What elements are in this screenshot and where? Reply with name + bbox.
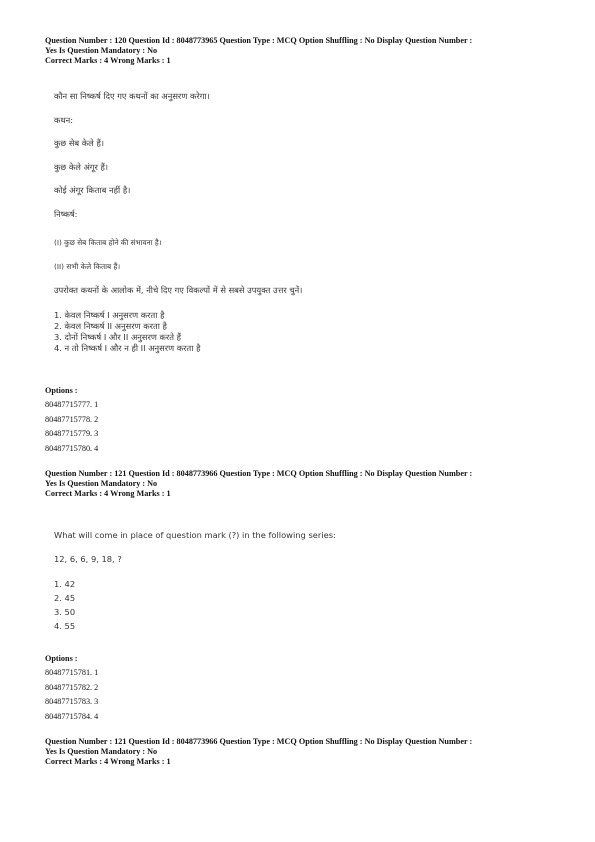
statement-2: कुछ केले अंगूर हैं। — [54, 162, 109, 172]
option-id: 80487715784. 4 — [45, 711, 99, 721]
meta-line: Yes Is Question Mandatory : No — [45, 479, 158, 489]
series-text: 12, 6, 6, 9, 18, ? — [54, 554, 122, 564]
option-id: 80487715777. 1 — [45, 400, 99, 410]
answer-item: 2. केवल निष्कर्ष II अनुसरण करता है — [54, 321, 167, 331]
options-header: Options : — [45, 386, 78, 395]
statement-3: कोई अंगूर किताब नहीं है। — [54, 185, 131, 195]
conclusions-label: निष्कर्ष: — [54, 209, 78, 219]
answer-item: 2. 45 — [54, 593, 76, 603]
question-121-metadata — [45, 737, 565, 768]
meta-line: Question Number : 120 Question Id : 8048773965 Question Type : MCQ Option Shuffling : No Display Question Number : — [45, 36, 473, 45]
question-120-metadata — [45, 36, 565, 67]
options-block — [45, 384, 98, 456]
answer-item: 1. केवल निष्कर्ष I अनुसरण करता है — [54, 310, 165, 320]
option-id: 80487715780. 4 — [45, 443, 99, 453]
answer-item: 4. न तो निष्कर्ष I और न ही II अनुसरण करता है — [54, 343, 201, 353]
option-id: 80487715782. 2 — [45, 682, 99, 692]
meta-line: Yes Is Question Mandatory : No — [45, 46, 158, 56]
answer-item: 3. 50 — [54, 607, 76, 617]
answer-item: 1. 42 — [54, 579, 76, 589]
conclusion-1: (I) कुछ सेब किताब होने की संभावना है। — [54, 238, 162, 247]
answer-list — [54, 310, 200, 354]
answer-list — [54, 577, 75, 633]
options-header: Options : — [45, 654, 78, 663]
instruction: उपरोक्त कथनों के आलोक में, नीचे दिए गए विकल्पों में से सबसे उपयुक्त उत्तर चुनें। — [54, 285, 303, 295]
question-text: What will come in place of question mark (?) in the following series: — [54, 530, 336, 540]
meta-line: Correct Marks : 4 Wrong Marks : 1 — [45, 757, 171, 767]
meta-line: Correct Marks : 4 Wrong Marks : 1 — [45, 489, 171, 499]
option-id: 80487715779. 3 — [45, 429, 99, 439]
question-121-metadata — [45, 469, 565, 500]
option-id: 80487715781. 1 — [45, 668, 99, 678]
question-intro: कौन सा निष्कर्ष दिए गए कथनों का अनुसरण करेगा। — [54, 91, 210, 101]
meta-line: Yes Is Question Mandatory : No — [45, 747, 158, 757]
meta-line: Question Number : 121 Question Id : 8048773966 Question Type : MCQ Option Shuffling : No Display Question Number : — [45, 469, 473, 478]
conclusion-2: (II) सभी केले किताब हैं। — [54, 262, 121, 271]
options-block — [45, 652, 98, 724]
statement-1: कुछ सेब केले हैं। — [54, 138, 104, 148]
option-id: 80487715778. 2 — [45, 414, 99, 424]
meta-line: Correct Marks : 4 Wrong Marks : 1 — [45, 56, 171, 66]
answer-item: 3. दोनों निष्कर्ष I और II अनुसरण करते हैं — [54, 332, 182, 342]
option-id: 80487715783. 3 — [45, 697, 99, 707]
statements-label: कथन: — [54, 115, 74, 125]
answer-item: 4. 55 — [54, 621, 76, 631]
meta-line: Question Number : 121 Question Id : 8048773966 Question Type : MCQ Option Shuffling : No Display Question Number : — [45, 737, 473, 746]
